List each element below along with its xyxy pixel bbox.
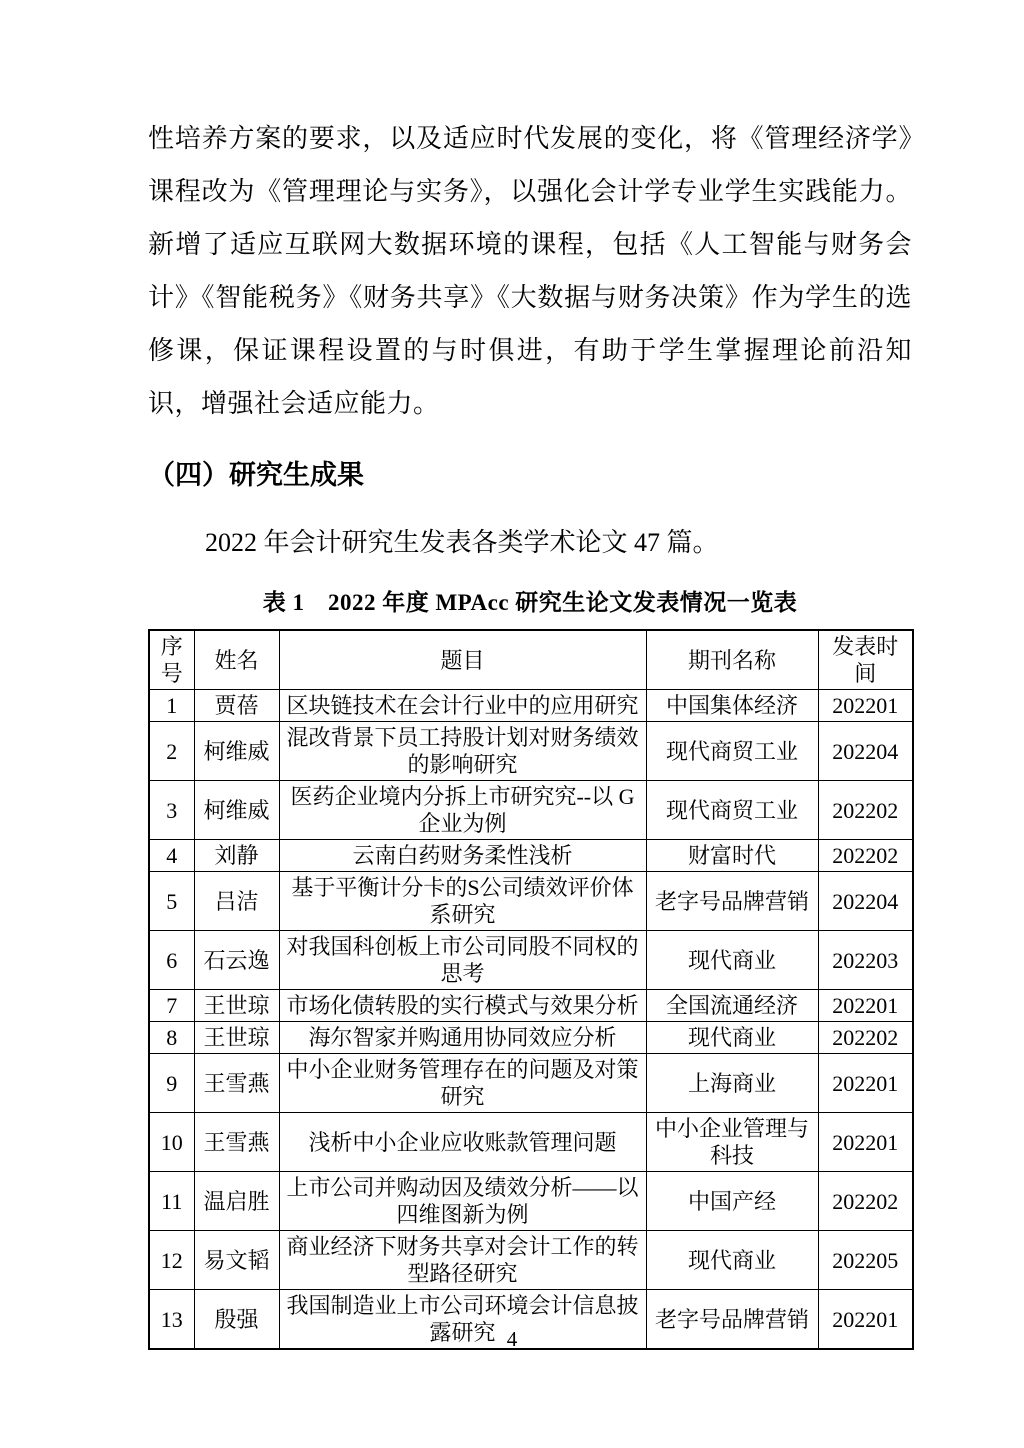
table-cell: 1 — [149, 690, 194, 722]
table-cell: 上市公司并购动因及绩效分析——以四维图新为例 — [279, 1172, 646, 1231]
table-row — [149, 781, 913, 840]
table-caption: 表 1 2022 年度 MPAcc 研究生论文发表情况一览表 — [262, 590, 798, 615]
table-cell: 中国产经 — [646, 1172, 818, 1231]
table-row — [149, 1231, 913, 1290]
table-cell: 财富时代 — [646, 840, 818, 872]
table-cell: 王雪燕 — [194, 1054, 279, 1113]
table-cell: 石云逸 — [194, 931, 279, 990]
table-cell: 老字号品牌营销 — [646, 1290, 818, 1350]
table-cell: 12 — [149, 1231, 194, 1290]
table-cell: 202201 — [818, 1290, 913, 1350]
table-cell: 对我国科创板上市公司同股不同权的思考 — [279, 931, 646, 990]
table-cell: 吕洁 — [194, 872, 279, 931]
table-cell: 区块链技术在会计行业中的应用研究 — [279, 690, 646, 722]
table-cell: 海尔智家并购通用协同效应分析 — [279, 1022, 646, 1054]
table-cell: 202203 — [818, 931, 913, 990]
table-cell: 医药企业境内分拆上市研究究--以 G 企业为例 — [279, 781, 646, 840]
table-cell: 202204 — [818, 722, 913, 781]
table-cell: 王世琼 — [194, 1022, 279, 1054]
table-cell: 我国制造业上市公司环境会计信息披露研究 — [279, 1290, 646, 1350]
col-header-name: 姓名 — [194, 630, 279, 690]
table-row — [149, 872, 913, 931]
table-cell: 上海商业 — [646, 1054, 818, 1113]
col-header-title: 题目 — [279, 630, 646, 690]
table-cell: 8 — [149, 1022, 194, 1054]
table-cell: 混改背景下员工持股计划对财务绩效的影响研究 — [279, 722, 646, 781]
col-header-index: 序号 — [149, 630, 194, 690]
table-cell: 中国集体经济 — [646, 690, 818, 722]
table-cell: 王世琼 — [194, 990, 279, 1022]
table-cell: 10 — [149, 1113, 194, 1172]
table-cell: 中小企业财务管理存在的问题及对策研究 — [279, 1054, 646, 1113]
table-cell: 现代商业 — [646, 1022, 818, 1054]
table-cell: 商业经济下财务共享对会计工作的转型路径研究 — [279, 1231, 646, 1290]
table-row — [149, 990, 913, 1022]
table-cell: 市场化债转股的实行模式与效果分析 — [279, 990, 646, 1022]
table-cell: 易文韬 — [194, 1231, 279, 1290]
col-header-date: 发表时间 — [818, 630, 913, 690]
achievement-paragraph: 2022 年会计研究生发表各类学术论文 47 篇。 — [205, 528, 719, 557]
table-cell: 云南白药财务柔性浅析 — [279, 840, 646, 872]
table-cell: 202202 — [818, 781, 913, 840]
table-cell: 柯维威 — [194, 781, 279, 840]
table-cell: 中小企业管理与科技 — [646, 1113, 818, 1172]
table-body — [149, 690, 913, 1350]
table-cell: 浅析中小企业应收账款管理问题 — [279, 1113, 646, 1172]
table-cell: 202201 — [818, 1113, 913, 1172]
table-row — [149, 722, 913, 781]
table-cell: 6 — [149, 931, 194, 990]
table-cell: 基于平衡计分卡的S公司绩效评价体系研究 — [279, 872, 646, 931]
table-cell: 202201 — [818, 1054, 913, 1113]
table-cell: 202204 — [818, 872, 913, 931]
table-cell: 现代商贸工业 — [646, 722, 818, 781]
table-cell: 7 — [149, 990, 194, 1022]
table-row — [149, 840, 913, 872]
table-cell: 3 — [149, 781, 194, 840]
page-number: 4 — [506, 1327, 518, 1351]
section-heading: （四）研究生成果 — [148, 460, 364, 490]
table-cell: 2 — [149, 722, 194, 781]
table-cell: 9 — [149, 1054, 194, 1113]
table-cell: 5 — [149, 872, 194, 931]
table-cell: 贾蓓 — [194, 690, 279, 722]
table-cell: 现代商贸工业 — [646, 781, 818, 840]
table-cell: 202202 — [818, 840, 913, 872]
table-row — [149, 690, 913, 722]
table-row — [149, 1054, 913, 1113]
table-cell: 202202 — [818, 1022, 913, 1054]
page-content — [148, 0, 912, 1350]
table-cell: 刘静 — [194, 840, 279, 872]
table-cell: 现代商业 — [646, 931, 818, 990]
table-cell: 4 — [149, 840, 194, 872]
table-row — [149, 1113, 913, 1172]
table-row — [149, 1172, 913, 1231]
table-row — [149, 1022, 913, 1054]
intro-paragraph: 性培养方案的要求，以及适应时代发展的变化，将《管理经济学》课程改为《管理理论与实务》，以强化会计学专业学生实践能力。新增了适应互联网大数据环境的课程，包括《人工智能与财务会计》《智能税务》《财务共享》《大数据与财务决策》作为学生的选修课，保证课程设置的与时俱进，有助于学生掌握理论前沿知识，增强社会适应能力。 — [148, 124, 912, 418]
table-cell: 202202 — [818, 1172, 913, 1231]
table-cell: 殷强 — [194, 1290, 279, 1350]
table-cell: 王雪燕 — [194, 1113, 279, 1172]
table-cell: 温启胜 — [194, 1172, 279, 1231]
table-row — [149, 931, 913, 990]
table-cell: 现代商业 — [646, 1231, 818, 1290]
table-cell: 202201 — [818, 990, 913, 1022]
table-cell: 柯维威 — [194, 722, 279, 781]
col-header-journal: 期刊名称 — [646, 630, 818, 690]
publications-table — [148, 629, 914, 1350]
table-cell: 11 — [149, 1172, 194, 1231]
table-cell: 老字号品牌营销 — [646, 872, 818, 931]
table-cell: 202201 — [818, 690, 913, 722]
table-cell: 全国流通经济 — [646, 990, 818, 1022]
table-cell: 202205 — [818, 1231, 913, 1290]
table-cell: 13 — [149, 1290, 194, 1350]
table-header-row — [149, 630, 913, 690]
